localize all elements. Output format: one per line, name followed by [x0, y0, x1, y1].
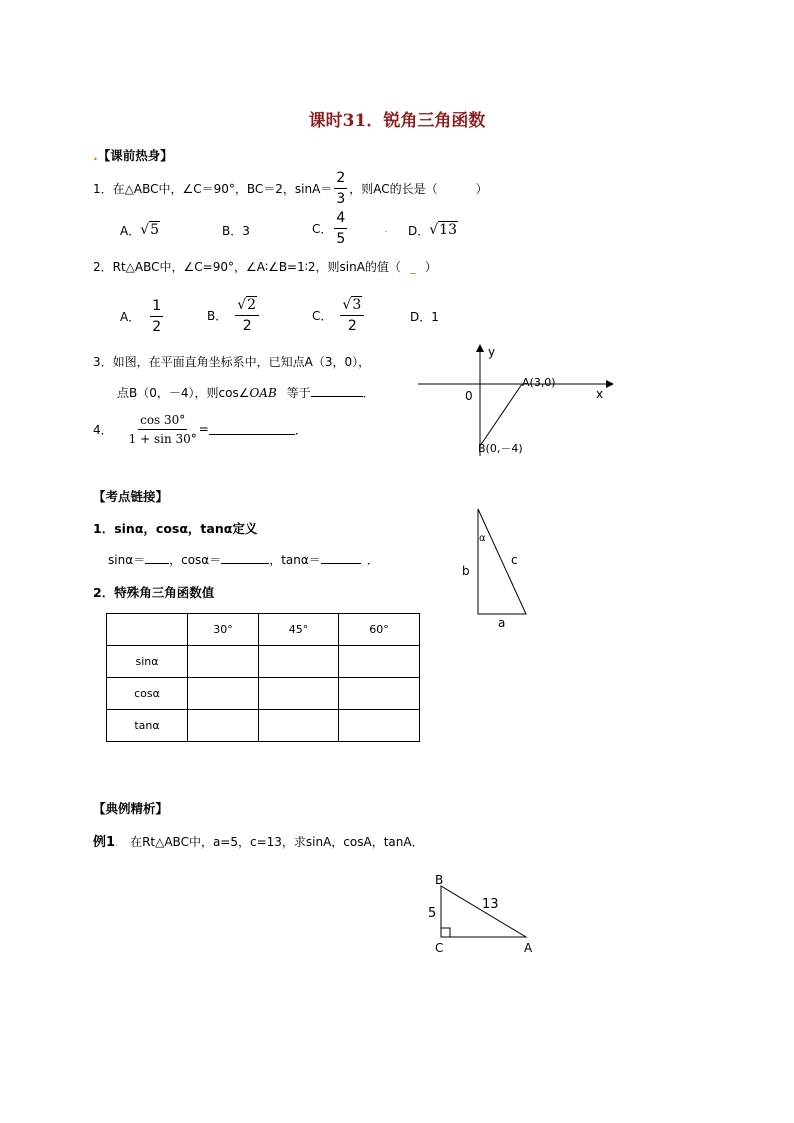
q1-option-b: B．3 [222, 223, 250, 238]
table-header-cell [107, 614, 188, 646]
special-angle-table [106, 613, 420, 742]
y-label: y [488, 345, 496, 359]
question-1: 1．在△ABC中，∠C＝90°，BC＝2，sinA＝ $\frac{2}{3}$ ，则AC的长是（ ） [93, 169, 488, 207]
table-cell[interactable] [259, 646, 339, 678]
q2-option-a: A． $\frac{1}{2}$ [120, 297, 162, 335]
table-row [107, 710, 420, 742]
decor-dot: . [384, 222, 388, 235]
point-b-label: B(0,－4) [478, 442, 523, 455]
q1-stem-b: ，则AC的长是（ [349, 181, 438, 196]
page-title: 课时31．锐角三角函数 [308, 111, 486, 131]
right-angle-mark [441, 928, 450, 937]
point-a-label: A(3,0) [522, 376, 556, 389]
table-cell[interactable] [188, 646, 259, 678]
table-cell[interactable] [188, 710, 259, 742]
y-axis-arrow [476, 344, 484, 352]
question-3-line2: 点B（0，－4），则cos∠OAB 等于 ． [117, 386, 375, 400]
table-header-cell: 60° [339, 614, 420, 646]
table-cell[interactable] [339, 646, 420, 678]
table-cell: tanα [107, 710, 188, 742]
table-cell[interactable] [188, 678, 259, 710]
q1-option-a: A． √5 [120, 222, 160, 238]
question-2: 2．Rt△ABC中，∠C=90°，∠A∶∠B=1∶2，则sinA的值（ _ ） [93, 260, 437, 274]
q2-option-b: B． $\frac{√2}{2}$ [207, 292, 261, 338]
triangle-figure-2 [420, 868, 540, 960]
coordinate-figure [410, 336, 620, 464]
triangle-1 [478, 509, 526, 614]
side-a-label: a [498, 616, 506, 630]
q2-option-d: D．1 [410, 310, 439, 324]
q1-option-d: D． √13 [408, 222, 457, 238]
link-2-heading: 2．特殊角三角函数值 [93, 585, 215, 600]
vertex-a-label: A [524, 941, 533, 955]
side-13-label: 13 [482, 897, 499, 912]
table-header-row [107, 614, 420, 646]
angle-alpha-label: α [479, 533, 486, 544]
x-axis-arrow [606, 380, 614, 388]
table-cell[interactable] [259, 710, 339, 742]
vertex-c-label: C [435, 941, 444, 955]
q1-stem-a: 1．在△ABC中，∠C＝90°，BC＝2，sinA＝ [93, 181, 333, 196]
section-warmup: .【课前热身】 [93, 148, 173, 163]
table-cell[interactable] [339, 678, 420, 710]
table-cell: cosα [107, 678, 188, 710]
table-header-cell: 45° [259, 614, 339, 646]
side-c-label: c [511, 553, 518, 567]
table-cell[interactable] [339, 710, 420, 742]
side-5-label: 5 [428, 906, 437, 921]
origin-label: 0 [465, 389, 473, 403]
table-row [107, 678, 420, 710]
link-1-heading: 1．sinα，cosα，tanα定义 [93, 521, 258, 536]
link-1-definitions: sinα＝ ，cosα＝ ，tanα＝ ． [108, 553, 379, 567]
table-row [107, 646, 420, 678]
vertex-b-label: B [435, 873, 444, 887]
x-label: x [596, 387, 604, 401]
side-b-label: b [462, 564, 470, 578]
table-header-cell: 30° [188, 614, 259, 646]
segment-ab [480, 384, 522, 446]
q2-option-c: C． $\frac{√3}{2}$ [312, 292, 366, 338]
question-3-line1: 3．如图，在平面直角坐标系中，已知点A（3，0）， [93, 355, 371, 369]
q1-fraction: $\frac{2}{3}$ [336, 169, 346, 207]
table-cell: sinα [107, 646, 188, 678]
example-1: 例1. 在Rt△ABC中，a=5，c=13，求sinA，cosA，tanA． [93, 835, 424, 850]
q1-option-c: C． $\frac{4}{5}$ [312, 209, 346, 247]
section-links: 【考点链接】 [93, 489, 169, 504]
triangle-figure-1 [455, 505, 545, 631]
question-4: 4． $\frac{\cos 30^\circ}{1 + \sin 30^\circ}$ = ． [93, 412, 307, 446]
table-cell[interactable] [259, 678, 339, 710]
section-examples: 【典例精析】 [93, 801, 169, 816]
